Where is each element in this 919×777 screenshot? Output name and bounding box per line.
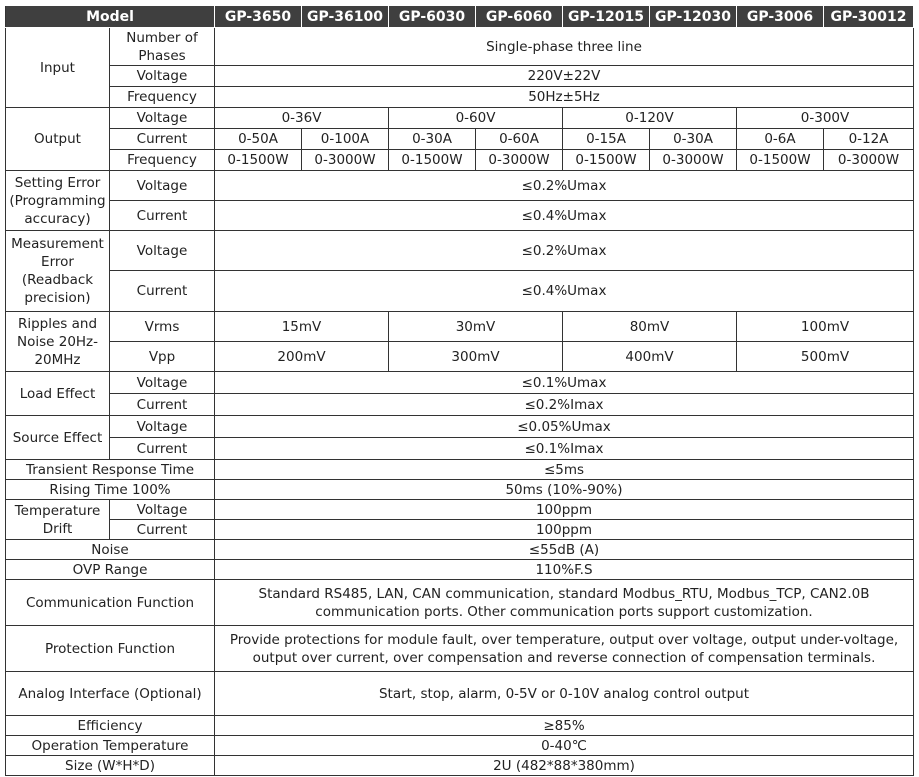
op-temp-value: 0-40℃ xyxy=(215,736,914,756)
output-power-value: 0-3000W xyxy=(650,150,737,171)
table-row xyxy=(6,108,914,129)
table-row xyxy=(6,171,914,201)
size-label: Size (W*H*D) xyxy=(6,756,215,776)
efficiency-label: Efficiency xyxy=(6,716,215,736)
output-voltage-value: 0-300V xyxy=(737,108,914,129)
measurement-error-current-label: Current xyxy=(110,271,215,312)
output-current-value: 0-12A xyxy=(824,129,914,150)
setting-error-voltage-value: ≤0.2%Umax xyxy=(215,171,914,201)
table-row xyxy=(6,66,914,87)
load-effect-voltage-value: ≤0.1%Umax xyxy=(215,372,914,394)
setting-error-voltage-label: Voltage xyxy=(110,171,215,201)
ripple-label: Ripples and Noise 20Hz-20MHz xyxy=(6,312,110,372)
table-row xyxy=(6,672,914,716)
setting-error-current-label: Current xyxy=(110,201,215,231)
header-row xyxy=(6,6,914,28)
rising-value: 50ms (10%-90%) xyxy=(215,480,914,500)
load-effect-current-value: ≤0.2%Imax xyxy=(215,394,914,416)
vpp-label: Vpp xyxy=(110,342,215,372)
output-frequency-label: Frequency xyxy=(110,150,215,171)
output-voltage-value: 0-60V xyxy=(389,108,563,129)
table-row xyxy=(6,736,914,756)
table-row xyxy=(6,626,914,672)
phases-label: Number of Phases xyxy=(110,28,215,66)
table-row xyxy=(6,540,914,560)
model-col-header: GP-3006 xyxy=(737,6,824,28)
phases-value: Single-phase three line xyxy=(215,28,914,66)
ovp-value: 110%F.S xyxy=(215,560,914,580)
model-col-header: GP-12030 xyxy=(650,6,737,28)
table-row xyxy=(6,580,914,626)
source-effect-label: Source Effect xyxy=(6,416,110,460)
ovp-label: OVP Range xyxy=(6,560,215,580)
output-power-value: 0-1500W xyxy=(215,150,302,171)
vrms-label: Vrms xyxy=(110,312,215,342)
load-effect-label: Load Effect xyxy=(6,372,110,416)
model-col-header: GP-6060 xyxy=(476,6,563,28)
temp-drift-label: Temperature Drift xyxy=(6,500,110,540)
vrms-value: 80mV xyxy=(563,312,737,342)
table-row xyxy=(6,716,914,736)
table-row xyxy=(6,271,914,312)
table-row xyxy=(6,560,914,580)
output-current-label: Current xyxy=(110,129,215,150)
temp-drift-current-label: Current xyxy=(110,520,215,540)
table-row xyxy=(6,150,914,171)
output-current-value: 0-6A xyxy=(737,129,824,150)
output-label: Output xyxy=(6,108,110,171)
input-voltage-value: 220V±22V xyxy=(215,66,914,87)
measurement-error-voltage-label: Voltage xyxy=(110,231,215,271)
load-effect-current-label: Current xyxy=(110,394,215,416)
output-current-value: 0-100A xyxy=(302,129,389,150)
output-current-value: 0-30A xyxy=(389,129,476,150)
output-power-value: 0-1500W xyxy=(563,150,650,171)
table-row xyxy=(6,129,914,150)
communication-value: Standard RS485, LAN, CAN communication, standard Modbus_RTU, Modbus_TCP, CAN2.0B communication ports. Other communication ports support customization. xyxy=(215,580,914,626)
vrms-value: 30mV xyxy=(389,312,563,342)
table-row xyxy=(6,28,914,66)
output-voltage-value: 0-120V xyxy=(563,108,737,129)
measurement-error-voltage-value: ≤0.2%Umax xyxy=(215,231,914,271)
table-row xyxy=(6,520,914,540)
output-current-value: 0-30A xyxy=(650,129,737,150)
source-effect-current-value: ≤0.1%Imax xyxy=(215,438,914,460)
size-value: 2U (482*88*380mm) xyxy=(215,756,914,776)
table-row xyxy=(6,87,914,108)
communication-label: Communication Function xyxy=(6,580,215,626)
input-frequency-value: 50Hz±5Hz xyxy=(215,87,914,108)
table-row xyxy=(6,756,914,776)
table-row xyxy=(6,312,914,342)
model-col-header: GP-12015 xyxy=(563,6,650,28)
output-voltage-label: Voltage xyxy=(110,108,215,129)
output-current-value: 0-50A xyxy=(215,129,302,150)
table-row xyxy=(6,342,914,372)
vpp-value: 400mV xyxy=(563,342,737,372)
table-row xyxy=(6,480,914,500)
table-row xyxy=(6,201,914,231)
transient-label: Transient Response Time xyxy=(6,460,215,480)
analog-label: Analog Interface (Optional) xyxy=(6,672,215,716)
source-effect-voltage-value: ≤0.05%Umax xyxy=(215,416,914,438)
protection-label: Protection Function xyxy=(6,626,215,672)
measurement-error-label: Measurement Error (Readback precision) xyxy=(6,231,110,312)
output-power-value: 0-1500W xyxy=(389,150,476,171)
model-col-header: GP-3650 xyxy=(215,6,302,28)
output-power-value: 0-3000W xyxy=(302,150,389,171)
measurement-error-current-value: ≤0.4%Umax xyxy=(215,271,914,312)
table-row xyxy=(6,372,914,394)
vpp-value: 200mV xyxy=(215,342,389,372)
table-row xyxy=(6,231,914,271)
table-row xyxy=(6,416,914,438)
temp-drift-voltage-label: Voltage xyxy=(110,500,215,520)
output-current-value: 0-15A xyxy=(563,129,650,150)
vpp-value: 300mV xyxy=(389,342,563,372)
temp-drift-voltage-value: 100ppm xyxy=(215,500,914,520)
table-row xyxy=(6,500,914,520)
model-col-header: GP-6030 xyxy=(389,6,476,28)
noise-value: ≤55dB (A) xyxy=(215,540,914,560)
model-col-header: GP-36100 xyxy=(302,6,389,28)
input-frequency-label: Frequency xyxy=(110,87,215,108)
op-temp-label: Operation Temperature xyxy=(6,736,215,756)
input-label: Input xyxy=(6,28,110,108)
input-voltage-label: Voltage xyxy=(110,66,215,87)
analog-value: Start, stop, alarm, 0-5V or 0-10V analog control output xyxy=(215,672,914,716)
setting-error-current-value: ≤0.4%Umax xyxy=(215,201,914,231)
transient-value: ≤5ms xyxy=(215,460,914,480)
vpp-value: 500mV xyxy=(737,342,914,372)
source-effect-voltage-label: Voltage xyxy=(110,416,215,438)
output-current-value: 0-60A xyxy=(476,129,563,150)
protection-value: Provide protections for module fault, over temperature, output over voltage, output under-voltage, output over current, over compensation and reverse connection of compensation terminals. xyxy=(215,626,914,672)
table-row xyxy=(6,394,914,416)
load-effect-voltage-label: Voltage xyxy=(110,372,215,394)
output-power-value: 0-3000W xyxy=(824,150,914,171)
temp-drift-current-value: 100ppm xyxy=(215,520,914,540)
vrms-value: 100mV xyxy=(737,312,914,342)
rising-label: Rising Time 100% xyxy=(6,480,215,500)
table-row xyxy=(6,460,914,480)
model-col-header: GP-30012 xyxy=(824,6,914,28)
vrms-value: 15mV xyxy=(215,312,389,342)
source-effect-current-label: Current xyxy=(110,438,215,460)
noise-label: Noise xyxy=(6,540,215,560)
setting-error-label: Setting Error (Programming accuracy) xyxy=(6,171,110,231)
efficiency-value: ≥85% xyxy=(215,716,914,736)
spec-table xyxy=(5,5,914,776)
output-power-value: 0-1500W xyxy=(737,150,824,171)
output-power-value: 0-3000W xyxy=(476,150,563,171)
model-header: Model xyxy=(6,6,215,28)
output-voltage-value: 0-36V xyxy=(215,108,389,129)
table-row xyxy=(6,438,914,460)
